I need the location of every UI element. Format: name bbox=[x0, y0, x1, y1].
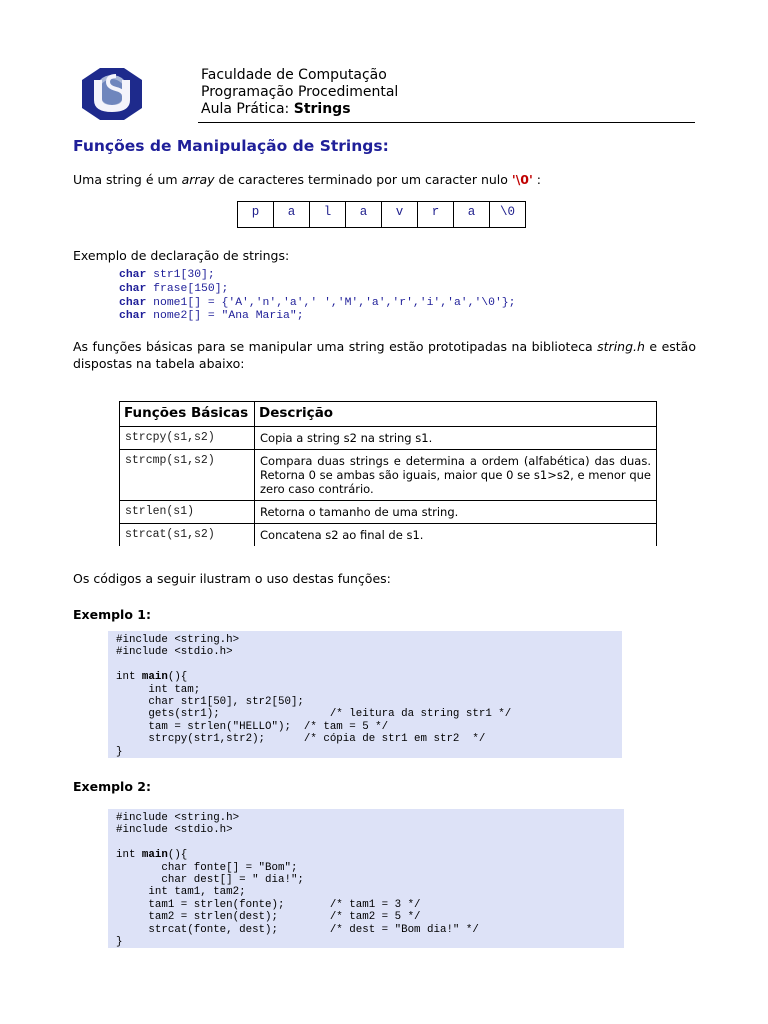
code-text: nome1[] = {'A','n','a',' ','M','a','r','i','a','\0'}; bbox=[146, 296, 516, 309]
function-description: Retorna o tamanho de uma string. bbox=[255, 501, 657, 524]
faculty-name: Faculdade de Computação bbox=[201, 67, 387, 83]
table-row bbox=[120, 427, 657, 450]
code-keyword: char bbox=[119, 269, 147, 281]
string-cell: a bbox=[454, 202, 490, 228]
code-function-name: main bbox=[141, 671, 168, 684]
code-line: gets(str1); /* leitura da string str1 */ bbox=[116, 708, 512, 721]
string-cell: r bbox=[418, 202, 454, 228]
functions-paragraph bbox=[73, 338, 696, 372]
code-line bbox=[116, 837, 616, 849]
code-text: frase[150]; bbox=[146, 282, 229, 295]
function-description: Compara duas strings e determina a ordem (alfabética) das duas. Retorna 0 se ambas são iguais, maior que 0 se s1>s2, e menor que zero caso contrário. bbox=[255, 450, 657, 501]
code-keyword: char bbox=[119, 282, 147, 295]
code-line bbox=[119, 297, 515, 311]
code-line: #include <string.h> bbox=[116, 634, 240, 646]
string-cell: a bbox=[274, 202, 310, 228]
code-line bbox=[116, 659, 614, 671]
table-header-cell: Funções Básicas bbox=[120, 402, 255, 427]
class-topic-name: Strings bbox=[293, 101, 351, 117]
code-line: int tam1, tam2; bbox=[116, 886, 246, 899]
intro-text-1: Uma string é um bbox=[73, 172, 182, 187]
intro-text-3: : bbox=[532, 172, 541, 187]
table-row bbox=[120, 501, 657, 524]
string-cell: l bbox=[310, 202, 346, 228]
code-line: char fonte[] = "Bom"; bbox=[116, 861, 298, 874]
code-line: #include <stdio.h> bbox=[116, 646, 233, 659]
string-cells-diagram bbox=[237, 201, 526, 228]
function-name: strlen(s1) bbox=[120, 501, 255, 524]
intro-text-2: de caracteres terminado por um caracter nulo bbox=[214, 172, 512, 187]
code-line: char str1[50], str2[50]; bbox=[116, 696, 304, 709]
string-cell: p bbox=[238, 202, 274, 228]
code-line bbox=[119, 310, 515, 324]
code-line: strcat(fonte, dest); /* dest = "Bom dia!" */ bbox=[116, 923, 479, 936]
example1-code bbox=[108, 631, 622, 758]
code-keyword: char bbox=[119, 296, 147, 309]
example1-title: Exemplo 1: bbox=[73, 607, 151, 622]
table-header-cell: Descrição bbox=[255, 402, 657, 427]
code-line: #include <stdio.h> bbox=[116, 824, 233, 837]
university-logo bbox=[80, 66, 144, 122]
functions-text-1: As funções básicas para se manipular uma string estão prototipadas na biblioteca bbox=[73, 339, 598, 354]
null-char: '\0' bbox=[511, 172, 533, 187]
class-topic-prefix: Aula Prática: bbox=[201, 101, 294, 117]
code-line bbox=[119, 269, 515, 283]
function-description: Copia a string s2 na string s1. bbox=[255, 427, 657, 450]
code-text: str1[30]; bbox=[146, 269, 215, 281]
code-keyword: char bbox=[119, 310, 147, 323]
code-line: tam = strlen("HELLO"); /* tam = 5 */ bbox=[116, 720, 389, 733]
intro-array-term: array bbox=[181, 172, 215, 187]
code-line: char dest[] = " dia!"; bbox=[116, 874, 304, 887]
library-name: string.h bbox=[597, 339, 645, 354]
code-line: tam1 = strlen(fonte); /* tam1 = 3 */ bbox=[116, 898, 421, 911]
string-cell: a bbox=[346, 202, 382, 228]
function-description: Concatena s2 ao final de s1. bbox=[255, 524, 657, 547]
function-name: strcmp(s1,s2) bbox=[120, 450, 255, 501]
intro-paragraph bbox=[73, 171, 541, 188]
function-name: strcpy(s1,s2) bbox=[120, 427, 255, 450]
course-name: Programação Procedimental bbox=[201, 84, 399, 100]
code-line: int main(){ bbox=[116, 849, 188, 862]
header-divider bbox=[198, 122, 695, 123]
header-block bbox=[201, 67, 398, 118]
table-header-row bbox=[120, 402, 657, 427]
function-name: strcat(s1,s2) bbox=[120, 524, 255, 547]
code-line: strcpy(str1,str2); /* cópia de str1 em str2 */ bbox=[116, 733, 486, 746]
section-title: Funções de Manipulação de Strings: bbox=[73, 137, 389, 155]
code-line bbox=[119, 283, 515, 297]
example2-code bbox=[108, 809, 624, 948]
declaration-label: Exemplo de declaração de strings: bbox=[73, 248, 290, 263]
code-line: } bbox=[116, 745, 123, 758]
code-line: #include <string.h> bbox=[116, 812, 240, 824]
class-topic bbox=[201, 101, 398, 118]
code-function-name: main bbox=[141, 849, 168, 862]
code-line: int tam; bbox=[116, 683, 201, 696]
functions-table bbox=[119, 401, 657, 546]
code-line: tam2 = strlen(dest); /* tam2 = 5 */ bbox=[116, 911, 421, 924]
examples-intro: Os códigos a seguir ilustram o uso destas funções: bbox=[73, 571, 391, 586]
declaration-code bbox=[119, 269, 515, 324]
string-cell: \0 bbox=[490, 202, 526, 228]
table-row bbox=[120, 524, 657, 547]
string-cell: v bbox=[382, 202, 418, 228]
functions-text-2: e estão dispostas na tabela abaixo: bbox=[73, 339, 696, 371]
example2-title: Exemplo 2: bbox=[73, 779, 151, 794]
code-line: } bbox=[116, 936, 123, 949]
code-text: nome2[] = "Ana Maria"; bbox=[146, 310, 304, 323]
code-line: int main(){ bbox=[116, 671, 188, 684]
table-row bbox=[120, 450, 657, 501]
